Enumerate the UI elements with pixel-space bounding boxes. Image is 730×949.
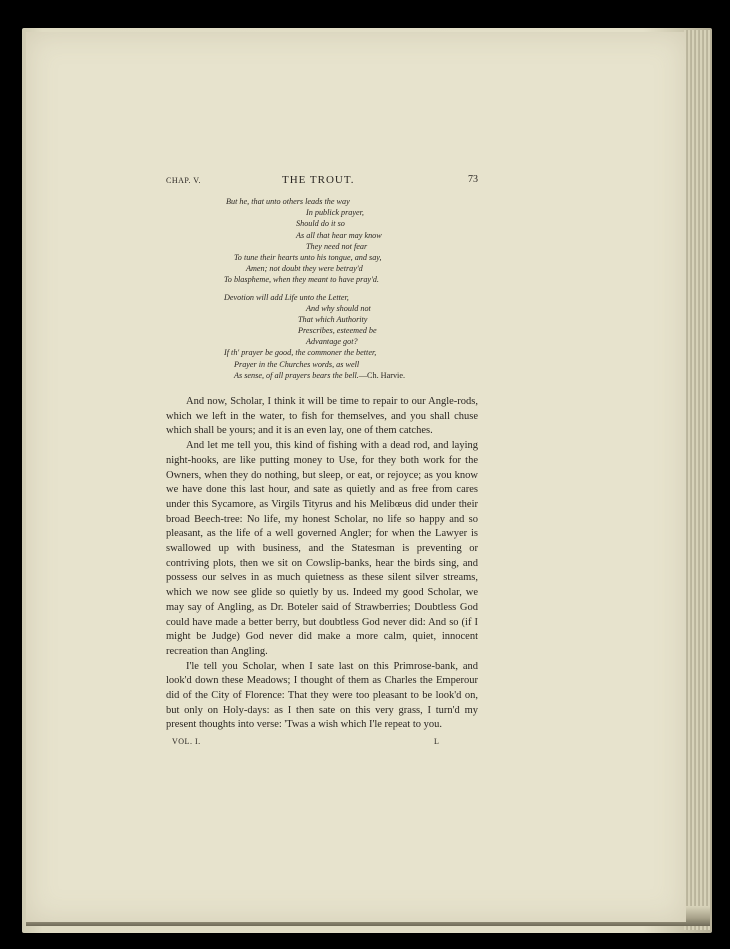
poem-line: As all that hear may know bbox=[296, 230, 382, 240]
page-footer bbox=[166, 735, 478, 751]
poem-line: Amen; not doubt they were betray'd bbox=[246, 264, 363, 274]
poem-line: But he, that unto others leads the way bbox=[226, 197, 350, 206]
poem-line: That which Authority bbox=[298, 314, 368, 324]
volume-label: VOL. I. bbox=[172, 737, 201, 747]
signature-mark: L bbox=[434, 737, 440, 747]
poem-line-text: As sense, of all prayers bears the bell. bbox=[234, 370, 359, 380]
page-number: 73 bbox=[468, 174, 478, 185]
poem-stanza-1 bbox=[166, 196, 478, 286]
poem-line: Prescribes, esteemed be bbox=[298, 326, 377, 336]
poem-line: Devotion will add Life unto the Letter, bbox=[224, 292, 349, 302]
poem-stanza-2 bbox=[166, 292, 478, 382]
poem-line: Prayer in the Churches words, as well bbox=[234, 359, 360, 369]
running-title: THE TROUT. bbox=[282, 174, 355, 186]
poem-line: They need not fear bbox=[306, 241, 368, 251]
poem-line: To tune their hearts unto his tongue, and say, bbox=[234, 252, 382, 262]
poem-line: If th' prayer be good, the commoner the better, bbox=[224, 348, 377, 358]
page-text-block bbox=[166, 170, 478, 751]
poem-line: And why should not bbox=[306, 303, 371, 313]
prose bbox=[166, 395, 478, 733]
paragraph-3: I'le tell you Scholar, when I sate last on this Primrose-bank, and look'd down these Meadows; I thought of them as Charles the Emperour did of the City of Florence: That they were too pleasant to be look'd on, but only on Holy-days: as I then sate on this very grass, I turn'd my present thoughts into verse: 'Twas a wish which I'le repeat to you. bbox=[166, 660, 478, 731]
poem-line: To blaspheme, when they meant to have pray'd. bbox=[224, 275, 379, 285]
poem-line: Advantage got? bbox=[306, 337, 358, 347]
poem-line: In publick prayer, bbox=[306, 208, 364, 218]
poem bbox=[166, 196, 478, 381]
poem-line: Should do it so bbox=[296, 219, 345, 229]
paragraph-1: And now, Scholar, I think it will be time to repair to our Angle-rods, which we left in the water, to fish for themselves, and you shall chuse which shall be yours; and it is an even lay, one of them catches. bbox=[166, 396, 478, 437]
running-header bbox=[166, 170, 478, 190]
poem-attribution: —Ch. Harvie. bbox=[358, 370, 406, 380]
paragraph-2: And let me tell you, this kind of fishing with a dead rod, and laying night-hooks, are like putting money to Use, for they both work for the Owners, when they do nothing, but sleep, or eat, or rejoyce; as you know we have done this last hour, and sate as quietly and as free from cares under this Sycamore, as Virgils Tityrus and his Melibœus did under their broad Beech-tree: No life, my honest Scholar, no life so happy and so pleasant, as the life of a well governed Angler; for when the Lawyer is swallowed up with business, and the Statesman is preventing or contriving plots, then we sit on Cowslip-banks, hear the birds sing, and possess our selves in as much quietness as these silent silver streams, which we now see glide so quietly by us. Indeed my good Scholar, we may say of Angling, as Dr. Boteler said of Strawberries; Doubtless God could have made a better berry, but doubtless God never did: And so (if I might be Judge) God never did make a more calm, quiet, innocent recreation than Angling. bbox=[166, 440, 478, 657]
page-stack-edges bbox=[684, 30, 710, 930]
poem-line bbox=[166, 370, 478, 381]
chapter-label: CHAP. V. bbox=[166, 176, 202, 185]
